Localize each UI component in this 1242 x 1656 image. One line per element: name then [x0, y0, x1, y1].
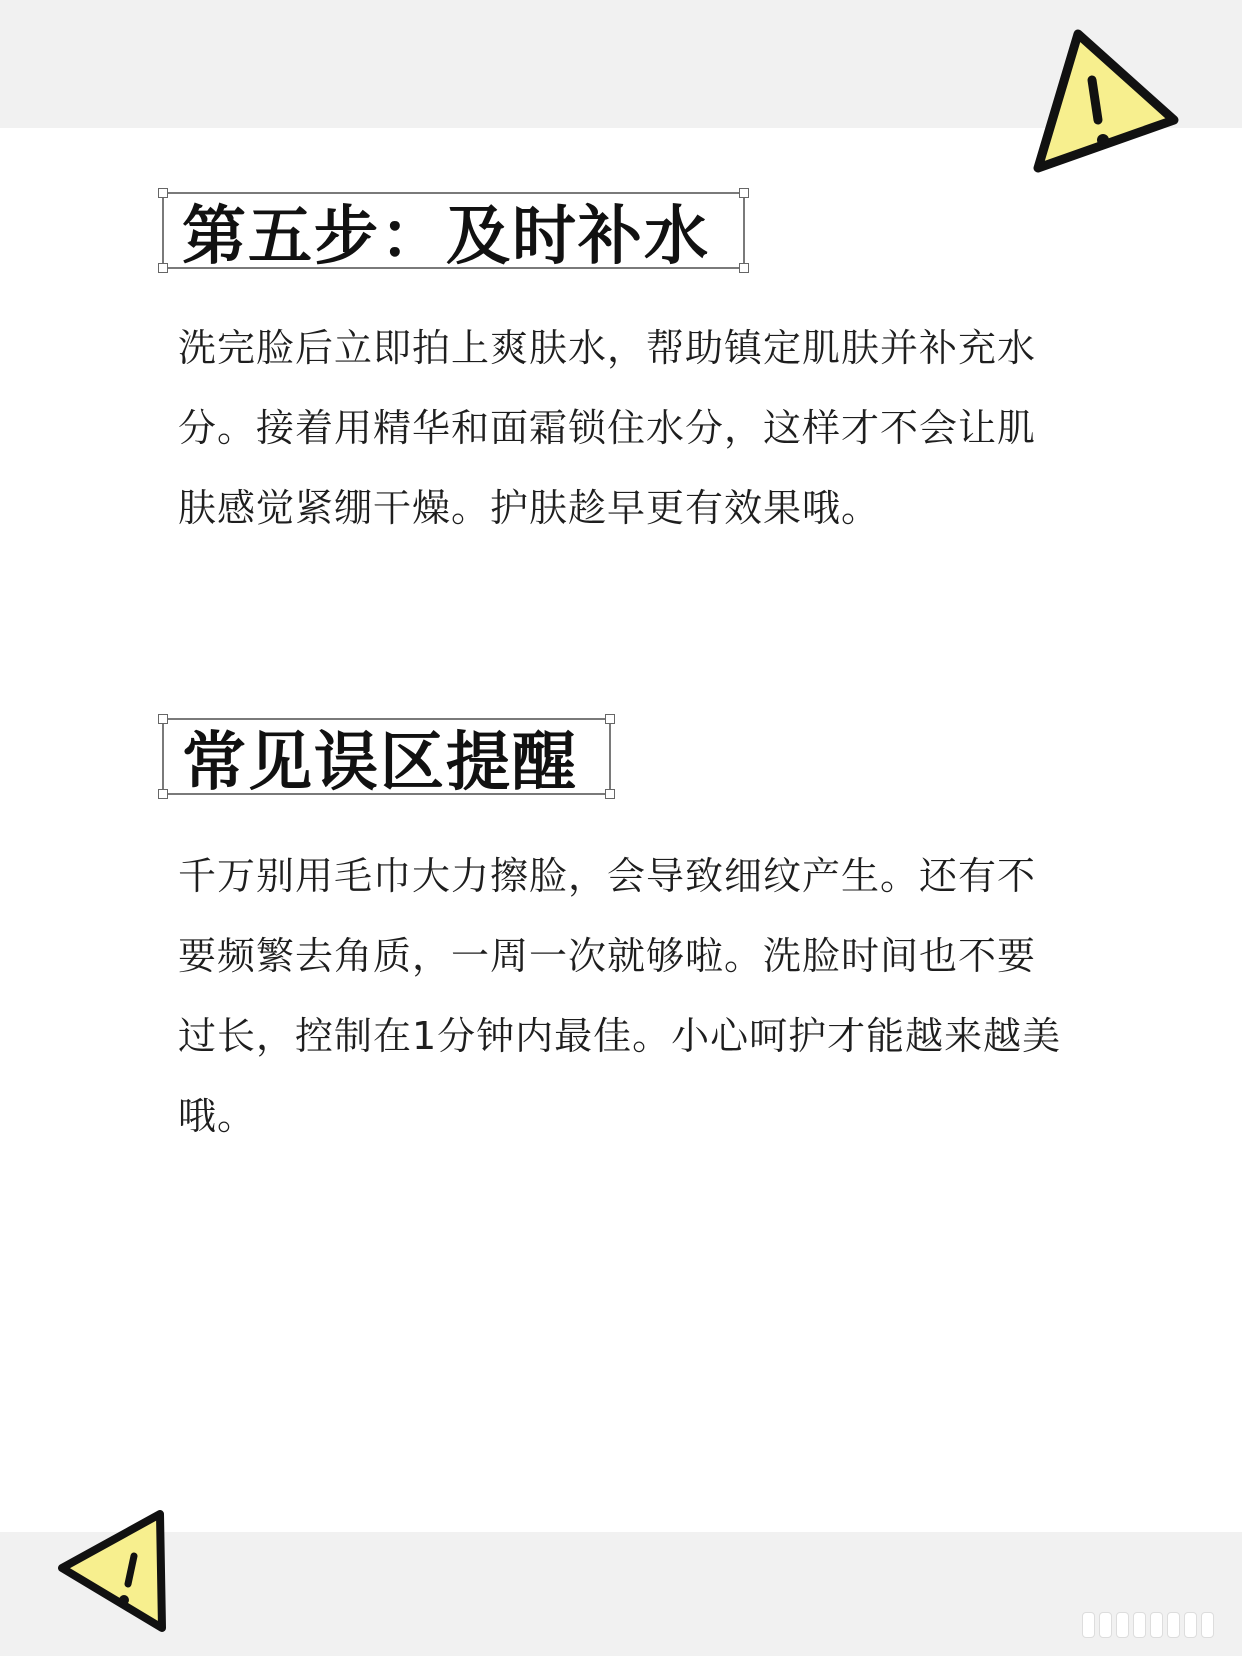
- page-dot[interactable]: [1167, 1612, 1180, 1638]
- resize-handle: [158, 714, 168, 724]
- warning-triangle-icon: [1016, 20, 1186, 190]
- page-dot[interactable]: [1201, 1612, 1214, 1638]
- page-dot[interactable]: [1133, 1612, 1146, 1638]
- resize-handle: [158, 263, 168, 273]
- resize-handle: [739, 188, 749, 198]
- section-heading-box: [162, 192, 745, 274]
- page-dot[interactable]: [1184, 1612, 1197, 1638]
- page-dot[interactable]: [1082, 1612, 1095, 1638]
- page-dot[interactable]: [1116, 1612, 1129, 1638]
- resize-handle: [158, 789, 168, 799]
- resize-handle: [605, 789, 615, 799]
- resize-handle: [739, 263, 749, 273]
- warning-triangle-icon: [50, 1500, 180, 1640]
- page-indicator: [1082, 1612, 1214, 1638]
- section-body: 千万别用毛巾大力擦脸，会导致细纹产生。还有不要频繁去角质，一周一次就够啦。洗脸时间也不要过长，控制在1分钟内最佳。小心呵护才能越来越美哦。: [178, 854, 1062, 1138]
- bottom-band: [0, 1532, 1242, 1656]
- resize-handle: [605, 714, 615, 724]
- section-body: 洗完脸后立即拍上爽肤水，帮助镇定肌肤并补充水分。接着用精华和面霜锁住水分，这样才不会让肌肤感觉紧绷干燥。护肤趁早更有效果哦。: [178, 326, 1037, 530]
- section-heading-box: [162, 718, 611, 800]
- section-heading: 第五步：及时补水: [182, 199, 710, 274]
- resize-handle: [158, 188, 168, 198]
- section-heading: 常见误区提醒: [182, 725, 578, 800]
- page-dot[interactable]: [1150, 1612, 1163, 1638]
- page-dot[interactable]: [1099, 1612, 1112, 1638]
